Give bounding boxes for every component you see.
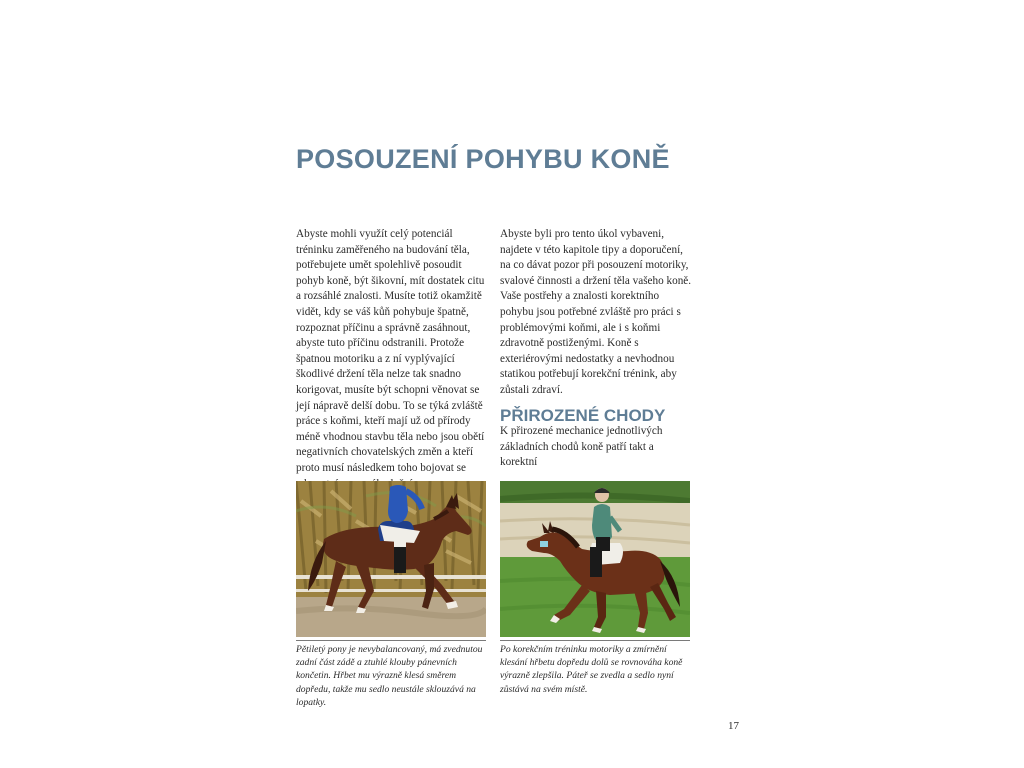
body-text-right-column: Abyste byli pro tento úkol vybaveni, najdete v této kapitole tipy a doporučení, na co dávat pozor při posouzení motoriky, svalové činnosti a držení těla vašeho koně. Vaše postřehy a znalosti korektního pohybu jsou potřebné zvláště pro práci s problémovými koňmi, ale i s koňmi zdravotně postiženými. Koně s exteriérovými nedostatky a nevhodnou statikou potřebují korekční trénink, aby zůstali zdraví. bbox=[500, 228, 692, 396]
bridle bbox=[540, 541, 548, 547]
page-title: POSOUZENÍ POHYBU KONĚ bbox=[296, 144, 670, 175]
section-heading: PŘIROZENÉ CHODY bbox=[500, 406, 666, 426]
intro-paragraph: K přirozené mechanice jednotlivých základních chodů koně patří takt a korektní bbox=[500, 425, 663, 469]
caption-rule-left bbox=[296, 640, 486, 641]
horse-photo-left bbox=[296, 481, 486, 637]
photo-caption-left: Pětiletý pony je nevybalancovaný, má zvednutou zadní část zádě a ztuhlé klouby pánevních končetin. Hřbet mu výrazně klesá směrem dopředu, takže mu sedlo neustále sklouzává na lopatky. bbox=[296, 644, 483, 708]
photo-caption-right: Po korekčním tréninku motoriky a zmírnění klesání hřbetu dopředu dolů se rovnováha koně výrazně zlepšila. Páteř se zvedla a sedlo nyní zůstává na svém místě. bbox=[500, 644, 683, 695]
caption-rule-right bbox=[500, 640, 690, 641]
page-number: 17 bbox=[728, 720, 739, 732]
body-text-left-column: Abyste mohli využít celý potenciál tréninku zaměřeného na budování těla, potřebujete umět spolehlivě posoudit pohyb koně, být šikovní, mít dostatek citu a rozsáhlé znalosti. Musíte totiž okamžitě vidět, kdy se váš kůň pohybuje špatně, rozpoznat příčinu a správně zasáhnout, abyste tuto příčinu odstranili. Protože špatnou motoriku a z ní vyplývající škodlivé držení těla nelze tak snadno korigovat, musíte být schopni věnovat se její nápravě delší dobu. To se týká zvláště práce s koňmi, kteří mají už od přírody méně vhodnou stavbu těla nebo jsou obětí negativních chovatelských změn a kteří proto musí následkem toho bojovat se bbox=[296, 228, 485, 474]
horse-photo-right bbox=[500, 481, 690, 637]
